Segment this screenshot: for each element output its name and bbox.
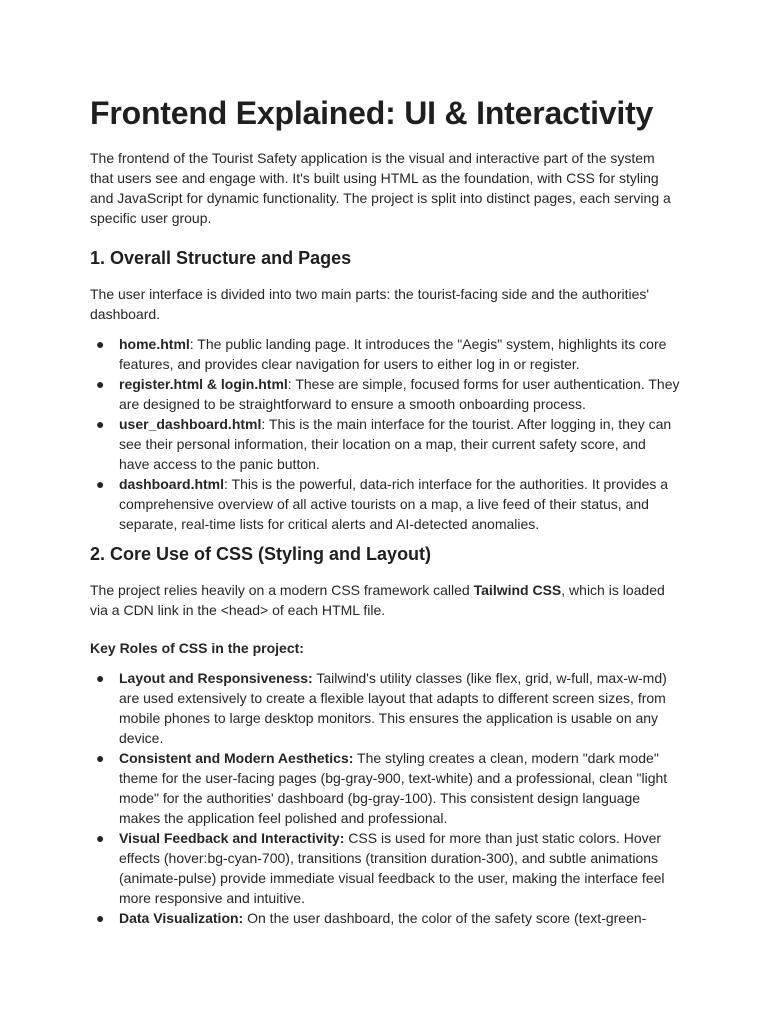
bullet-icon: ● xyxy=(96,830,105,846)
list-item-term: home.html xyxy=(119,336,190,352)
list-item xyxy=(90,668,680,748)
list-item-text: CSS is used for more than just static colors. Hover effects (hover:bg-cyan-700), transitions (transition duration-300), and subtle animations (animate-pulse) provide immediate visual feedback to the user, making the interface feel more responsive and intuitive. xyxy=(119,830,665,906)
list-item-text: Tailwind's utility classes (like flex, grid, w-full, max-w-md) are used extensively to create a flexible layout that adapts to different screen sizes, from mobile phones to large desktop monitors. This ensures the application is usable on any device. xyxy=(119,670,667,746)
bullet-icon: ● xyxy=(96,750,105,766)
list-item-term: dashboard.html xyxy=(119,476,225,492)
bullet-icon: ● xyxy=(96,376,105,392)
bullet-icon: ● xyxy=(96,336,105,352)
list-item-text: : These are simple, focused forms for user authentication. They are designed to be straightforward to ensure a smooth onboarding process. xyxy=(119,376,680,412)
list-item-text: On the user dashboard, the color of the safety score (text-green- xyxy=(243,910,647,926)
key-roles-label: Key Roles of CSS in the project: xyxy=(90,640,304,656)
list-item xyxy=(90,748,680,828)
list-item-term: Consistent and Modern Aesthetics: xyxy=(119,750,354,766)
list-item-term: Visual Feedback and Interactivity: xyxy=(119,830,345,846)
list-item-text: The styling creates a clean, modern "dark mode" theme for the user-facing pages (bg-gray-900, text-white) and a professional, clean "light mode" for the authorities' dashboard (bg-gray-100). This consistent design language makes the application feel polished and professional. xyxy=(119,750,668,826)
list-item-text: : This is the powerful, data-rich interface for the authorities. It provides a comprehensive overview of all active tourists on a map, a live feed of their status, and separate, real-time lists for critical alerts and AI-detected anomalies. xyxy=(119,476,669,532)
list-item xyxy=(90,414,680,474)
bullet-icon: ● xyxy=(96,476,105,492)
intro-paragraph: The frontend of the Tourist Safety application is the visual and interactive part of the system that users see and engage with. It's built using HTML as the foundation, with CSS for styling and JavaScript for dynamic functionality. The project is split into distinct pages, each serving a specific user group. xyxy=(90,150,671,226)
css-roles-list xyxy=(90,668,680,928)
bullet-icon: ● xyxy=(96,910,105,926)
list-item-text: : The public landing page. It introduces the "Aegis" system, highlights its core features, and provides clear navigation for users to either log in or register. xyxy=(119,336,667,372)
bullet-icon: ● xyxy=(96,416,105,432)
tailwind-term: Tailwind CSS xyxy=(473,582,562,598)
list-item xyxy=(90,828,680,908)
list-item-term: Layout and Responsiveness: xyxy=(119,670,313,686)
section2-intro-before: The project relies heavily on a modern CSS framework called xyxy=(90,582,474,598)
page-title: Frontend Explained: UI & Interactivity xyxy=(90,95,654,131)
list-item xyxy=(90,374,680,414)
list-item-term: register.html & login.html xyxy=(119,376,288,392)
section-heading-structure: 1. Overall Structure and Pages xyxy=(90,248,352,268)
section1-intro: The user interface is divided into two main parts: the tourist-facing side and the authorities' dashboard. xyxy=(90,286,650,322)
list-item xyxy=(90,334,680,374)
section-heading-css: 2. Core Use of CSS (Styling and Layout) xyxy=(90,544,432,564)
list-item xyxy=(90,474,680,534)
section2-intro xyxy=(90,580,680,620)
section2-intro-after: , which is loaded via a CDN link in the <head> of each HTML file. xyxy=(90,582,665,618)
list-item xyxy=(90,908,680,928)
pages-list xyxy=(90,334,680,534)
bullet-icon: ● xyxy=(96,670,105,686)
list-item-text: : This is the main interface for the tourist. After logging in, they can see their personal information, their location on a map, their current safety score, and have access to the panic button. xyxy=(119,416,672,472)
list-item-term: user_dashboard.html xyxy=(119,416,262,432)
list-item-term: Data Visualization: xyxy=(119,910,244,926)
